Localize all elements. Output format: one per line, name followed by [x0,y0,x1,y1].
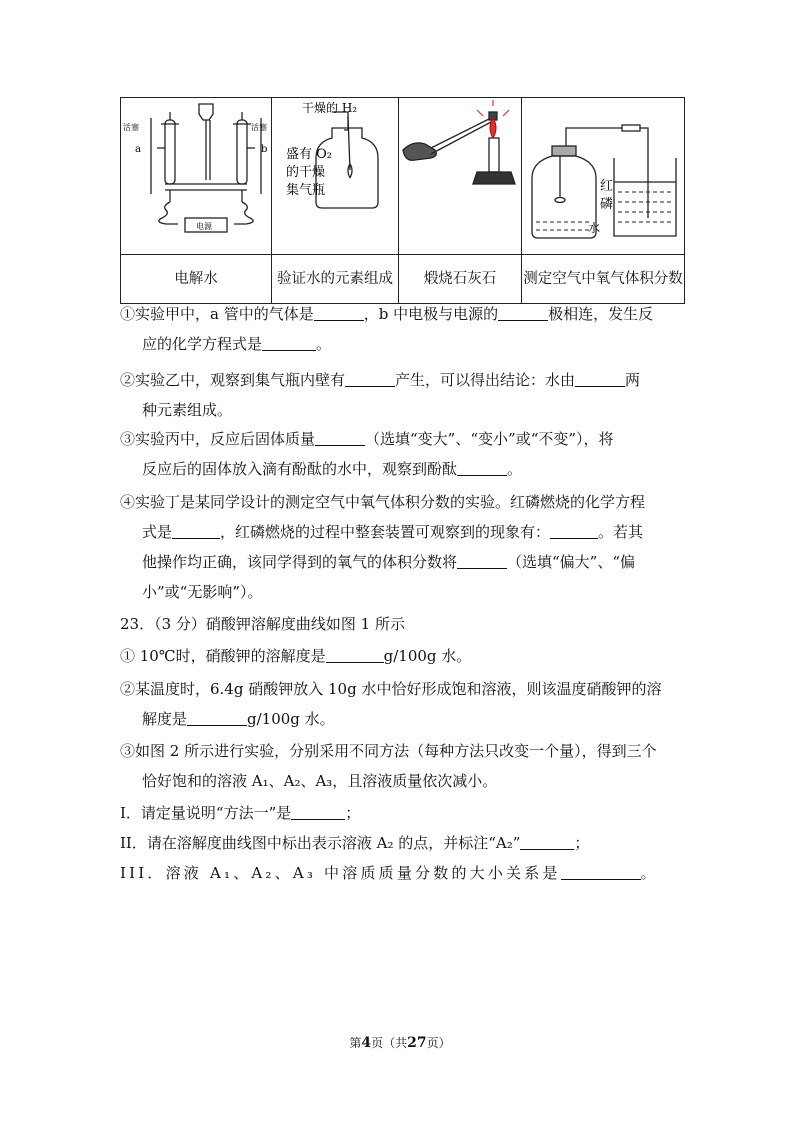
answer-blank[interactable] [291,804,345,820]
red-phosphorus-label-2: 磷 [600,197,614,212]
question-23-part-3-line-2: 恰好饱和的溶液 A₁、A₂、A₃，且溶液质量依次减小。 [142,772,498,790]
caption-limestone: 煅烧石灰石 [399,255,522,304]
question-4-line-1: ④实验丁是某同学设计的测定空气中氧气体积分数的实验。红磷燃烧的化学方程 [120,493,646,511]
answer-blank[interactable] [262,335,316,351]
page-number: 4 [361,1035,372,1051]
question-2-line-2: 种元素组成。 [142,401,233,419]
caption-electrolysis: 电解水 [121,255,272,304]
answer-blank[interactable] [457,460,507,476]
question-4-line-4: 小”或“无影响”）。 [142,583,263,601]
bottle-label-2: 的干燥 [286,165,326,180]
question-III: III．溶液 A₁、A₂、A₃ 中溶质质量分数的大小关系是 。 [120,864,659,882]
page-total: 27 [407,1035,427,1051]
oxygen-volume-figure [522,98,685,255]
caption-water-composition: 验证水的元素组成 [272,255,399,304]
red-phosphorus-label-1: 红 [600,179,614,194]
dry-h2-label: 干燥的 H₂ [302,101,358,115]
electrolysis-figure [121,98,272,255]
electrode-b-label: b [261,144,268,155]
valve-left-label: 活塞 [123,123,139,132]
caption-oxygen-volume: 测定空气中氧气体积分数 [522,255,685,304]
question-4-line-2: 式是 ，红磷燃烧的过程中整套装置可观察到的现象有： 。若其 [142,523,644,541]
answer-blank[interactable] [326,647,384,663]
answer-blank[interactable] [575,371,625,387]
question-2-line-1: ②实验乙中，观察到集气瓶内壁有 产生，可以得出结论：水由 两 [120,371,641,389]
answer-blank[interactable] [172,523,220,539]
answer-blank[interactable] [187,710,247,726]
answer-blank[interactable] [550,523,598,539]
question-23-title: 23．（3 分）硝酸钾溶解度曲线如图 1 所示 [120,615,405,633]
question-23-part-1: ① 10℃时，硝酸钾的溶解度是 g/100g 水。 [120,647,472,665]
answer-blank[interactable] [520,834,574,850]
question-I: I．请定量说明“方法一”是 ； [120,804,361,822]
bottle-label-1: 盛有 O₂ [286,147,333,162]
valve-right-label: 活塞 [251,123,267,132]
answer-blank[interactable] [345,371,395,387]
page-footer: 第4页（共27页） [349,1035,451,1051]
h2-o2-figure [272,98,399,255]
electrode-a-label: a [135,144,141,155]
water-label: 水 [588,221,601,235]
answer-blank[interactable] [457,553,507,569]
experiment-table [120,97,685,304]
answer-blank[interactable] [315,430,365,446]
power-supply-label: 电源 [196,222,212,231]
limestone-figure [399,98,522,255]
answer-blank[interactable] [561,864,641,880]
question-1-line-2: 应的化学方程式是 。 [142,335,332,353]
question-23-part-2-line-1: ②某温度时，6.4g 硝酸钾放入 10g 水中恰好形成饱和溶液，则该温度硝酸钾的溶 [120,680,662,698]
answer-blank[interactable] [314,305,364,321]
question-23-part-2-line-2: 解度是 g/100g 水。 [142,710,335,728]
question-3-line-1: ③实验丙中，反应后固体质量 （选填“变大”、“变小”或“不变”），将 [120,430,614,448]
question-23-part-3-line-1: ③如图 2 所示进行实验，分别采用不同方法（每种方法只改变一个量），得到三个 [120,742,657,760]
question-1-line-1: ①实验甲中，a 管中的气体是 ，b 中电极与电源的 极相连，发生反 [120,305,654,323]
question-II: II．请在溶解度曲线图中标出表示溶液 A₂ 的点，并标注“A₂” ； [120,834,590,852]
answer-blank[interactable] [498,305,548,321]
question-4-line-3: 他操作均正确，该同学得到的氧气的体积分数将 （选填“偏大”、“偏 [142,553,636,571]
question-3-line-2: 反应后的固体放入滴有酚酞的水中，观察到酚酞 。 [142,460,523,478]
bottle-label-3: 集气瓶 [286,183,326,198]
